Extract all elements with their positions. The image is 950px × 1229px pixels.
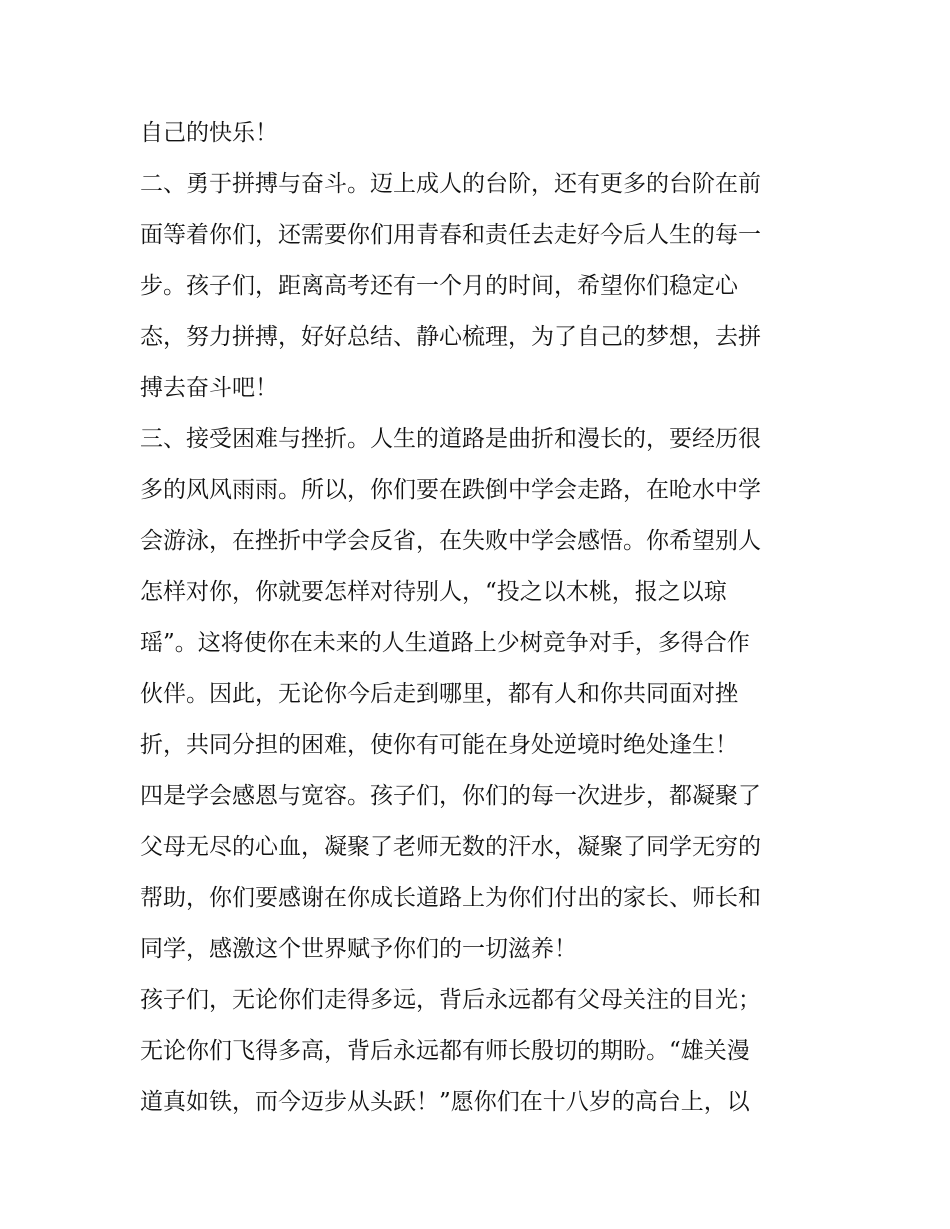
text-line: 四是学会感恩与宽容。孩子们，你们的每一次进步，都凝聚了 [140, 783, 761, 809]
text-line: 伙伴。因此，无论你今后走到哪里，都有人和你共同面对挫 [140, 681, 738, 707]
text-line: 孩子们，无论你们走得多远，背后永远都有父母关注的目光； [140, 987, 761, 1013]
text-line: 会游泳，在挫折中学会反省，在失败中学会感悟。你希望别人 [140, 528, 761, 554]
text-line: 面等着你们，还需要你们用青春和责任去走好今后人生的每一 [140, 222, 761, 248]
text-line: 折，共同分担的困难，使你有可能在身处逆境时绝处逢生！ [140, 732, 738, 758]
text-line: 二、勇于拼搏与奋斗。迈上成人的台阶，还有更多的台阶在前 [140, 171, 761, 197]
text-line: 帮助，你们要感谢在你成长道路上为你们付出的家长、师长和 [140, 885, 761, 911]
text-line: 自己的快乐！ [140, 120, 278, 146]
text-line: 多的风风雨雨。所以，你们要在跌倒中学会走路，在呛水中学 [140, 477, 761, 503]
text-line: 态，努力拼搏，好好总结、静心梳理，为了自己的梦想，去拼 [140, 324, 761, 350]
text-line: 同学，感激这个世界赋予你们的一切滋养！ [140, 936, 577, 962]
text-line: 道真如铁，而今迈步从头跃！”愿你们在十八岁的高台上，以 [140, 1089, 750, 1115]
text-line: 步。孩子们，距离高考还有一个月的时间，希望你们稳定心 [140, 273, 738, 299]
text-line: 无论你们飞得多高，背后永远都有师长殷切的期盼。“雄关漫 [140, 1038, 750, 1064]
text-line: 父母无尽的心血，凝聚了老师无数的汗水，凝聚了同学无穷的 [140, 834, 761, 860]
text-line: 瑶”。这将使你在未来的人生道路上少树竞争对手，多得合作 [140, 630, 750, 656]
document-body [140, 108, 820, 1128]
text-line: 怎样对你，你就要怎样对待别人，“投之以木桃，报之以琼 [140, 579, 727, 605]
text-line: 三、接受困难与挫折。人生的道路是曲折和漫长的，要经历很 [140, 426, 761, 452]
text-line: 搏去奋斗吧！ [140, 375, 278, 401]
